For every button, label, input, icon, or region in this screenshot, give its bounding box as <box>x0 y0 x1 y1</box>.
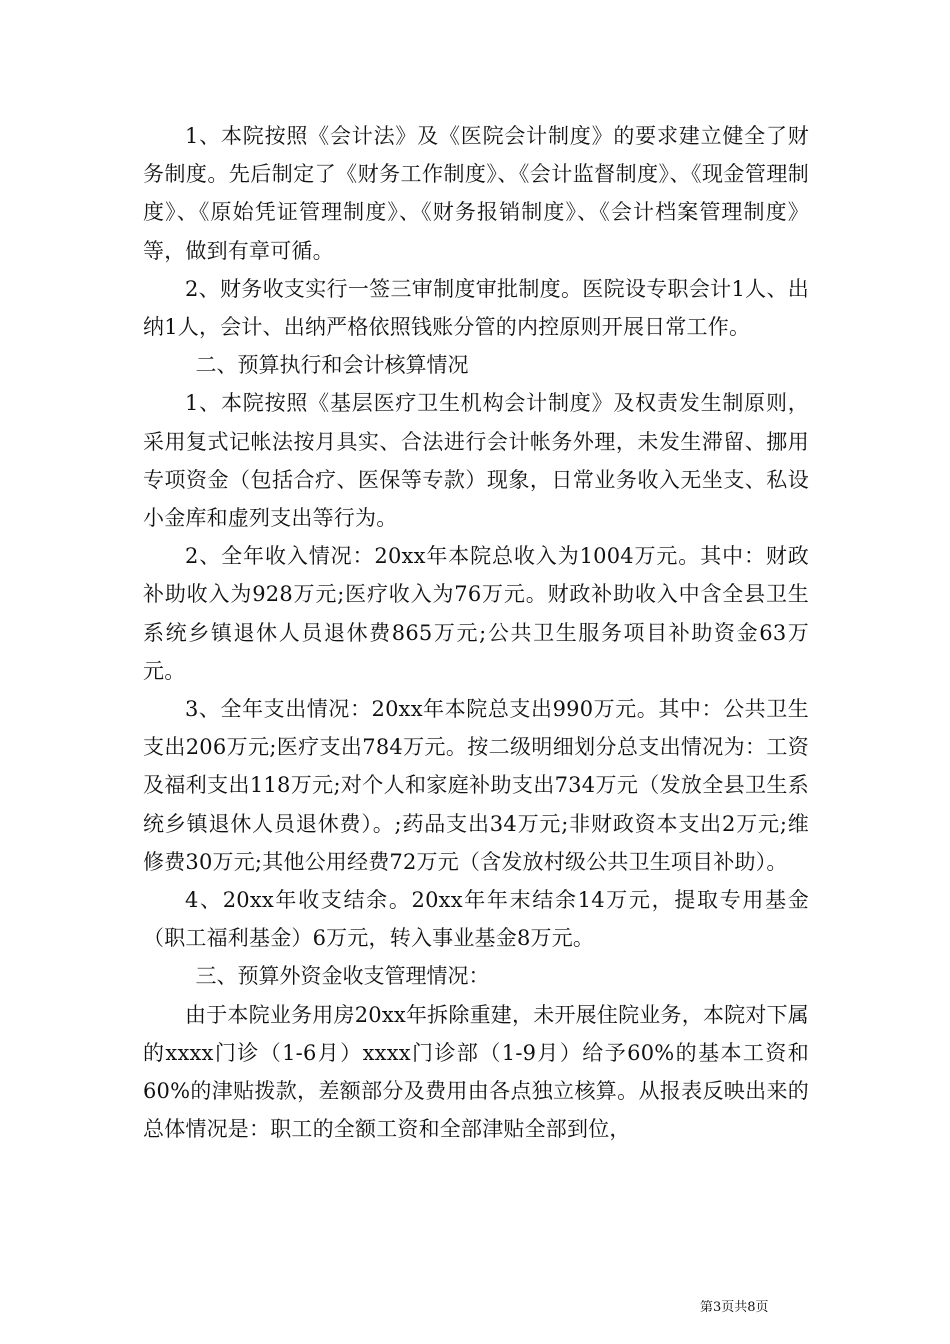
page-number-footer: 第3页共8页 <box>700 1300 769 1315</box>
document-body <box>143 117 809 1148</box>
paragraph-extra-budget-details: 由于本院业务用房20xx年拆除重建，未开展住院业务，本院对下属的xxxx门诊（1-6月）xxxx门诊部（1-9月）给予60%的基本工资和60%的津贴拨款，差额部分及费用由各点独立核算。从报表反映出来的总体情况是：职工的全额工资和全部津贴全部到位， <box>143 1002 809 1142</box>
paragraph-annual-expenditure: 3、全年支出情况：20xx年本院总支出990万元。其中：公共卫生支出206万元;医疗支出784万元。按二级明细划分总支出情况为：工资及福利支出118万元;对个人和家庭补助支出734万元（发放全县卫生系统乡镇退休人员退休费）。;药品支出34万元;非财政资本支出2万元;维修费30万元;其他公用经费72万元（含发放村级公共卫生项目补助）。 <box>143 697 809 874</box>
paragraph-approval-system: 2、财务收支实行一签三审制度审批制度。医院设专职会计1人、出纳1人，会计、出纳严格依照钱账分管的内控原则开展日常工作。 <box>143 276 809 340</box>
paragraph-accounting-rules: 1、本院按照《会计法》及《医院会计制度》的要求建立健全了财务制度。先后制定了《财务工作制度》、《会计监督制度》、《现金管理制度》、《原始凭证管理制度》、《财务报销制度》、《会计档案管理制度》等，做到有章可循。 <box>143 124 809 263</box>
paragraph-annual-balance: 4、20xx年收支结余。20xx年年末结余14万元，提取专用基金（职工福利基金）6万元，转入事业基金8万元。 <box>143 888 809 951</box>
paragraph-accounting-method: 1、本院按照《基层医疗卫生机构会计制度》及权责发生制原则，采用复式记帐法按月具实、合法进行会计帐务外理，未发生滞留、挪用专项资金（包括合疗、医保等专款）现象，日常业务收入无坐支、私设小金库和虚列支出等行为。 <box>143 391 809 531</box>
section-heading-budget-execution: 二、预算执行和会计核算情况 <box>195 353 469 378</box>
section-heading-extra-budget: 三、预算外资金收支管理情况： <box>195 964 490 989</box>
paragraph-annual-income: 2、全年收入情况：20xx年本院总收入为1004万元。其中：财政补助收入为928万元;医疗收入为76万元。财政补助收入中含全县卫生系统乡镇退休人员退休费865万元;公共卫生服务项目补助资金63万元。 <box>143 544 809 683</box>
